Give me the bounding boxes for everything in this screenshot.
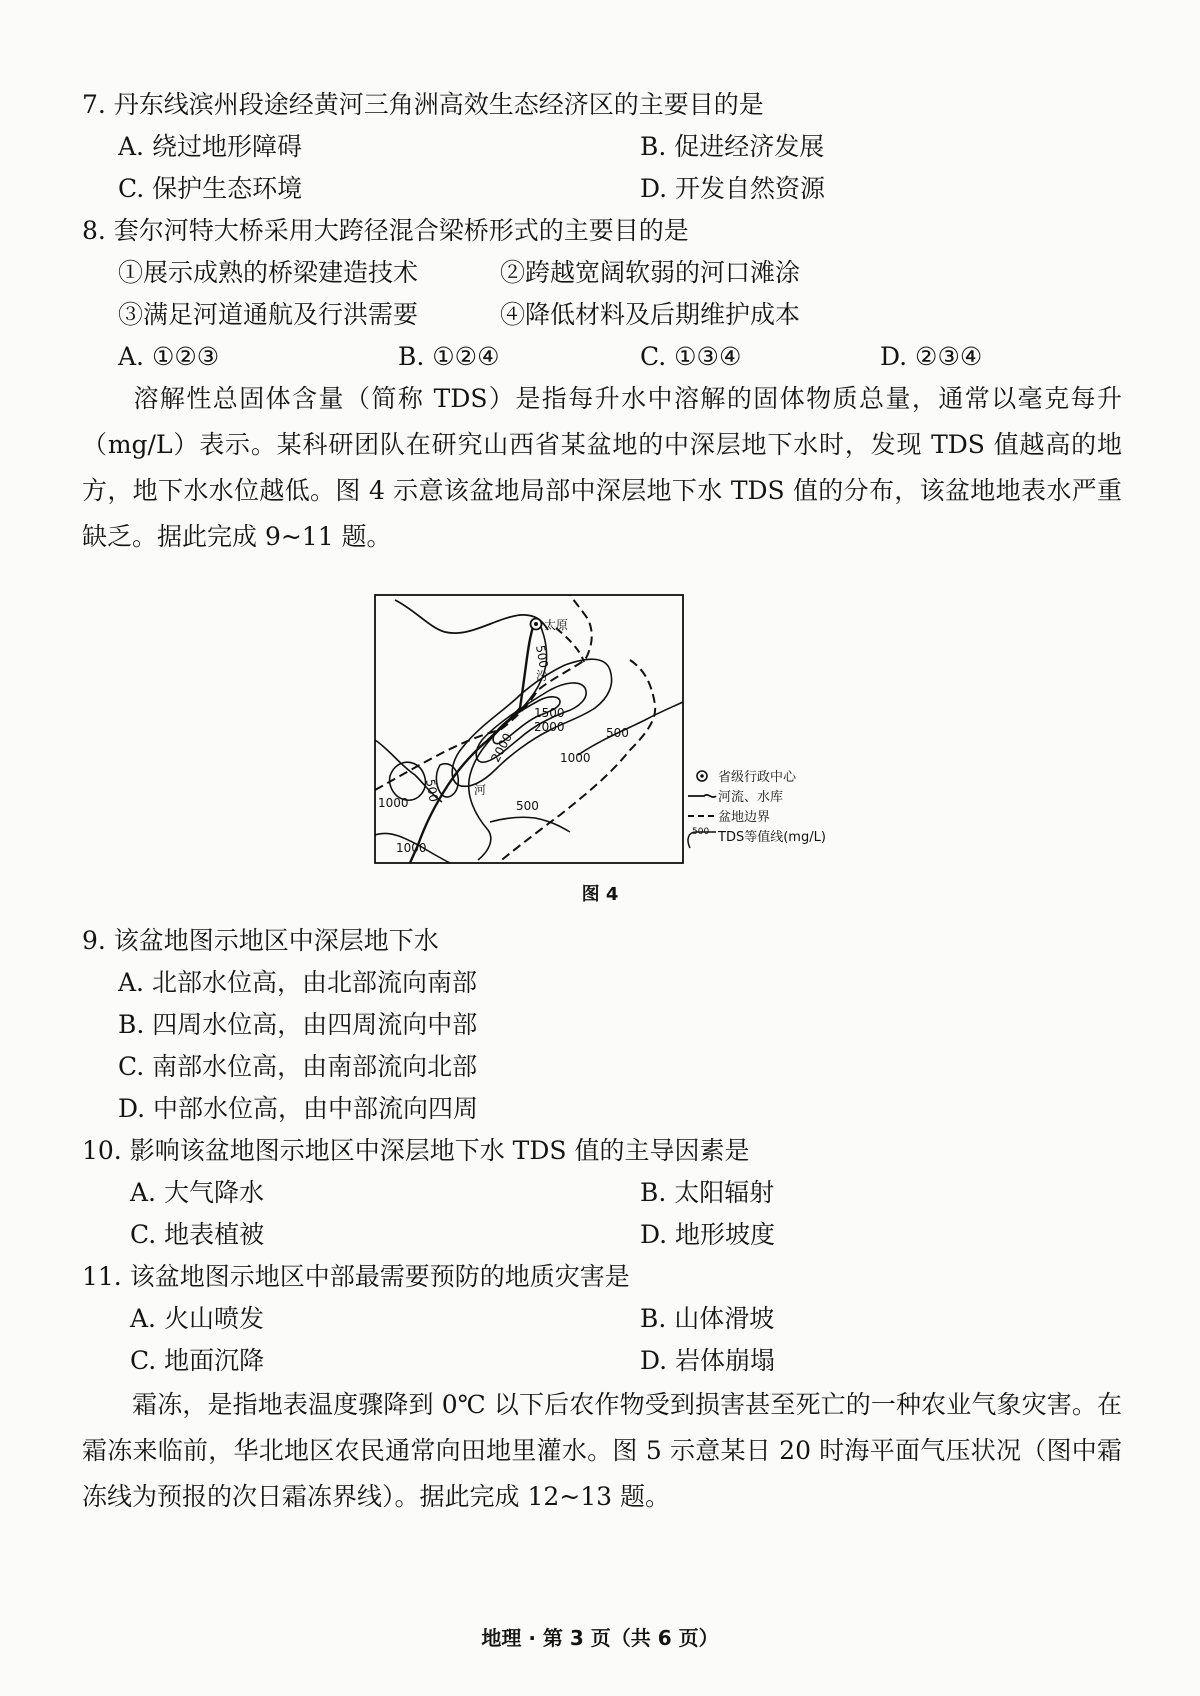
legend-contour-sample: 500 <box>692 827 710 837</box>
q8-option-b: B. ①②④ <box>398 342 500 371</box>
label-tds-500-left: 500 <box>423 778 441 804</box>
q10-option-b: B. 太阳辐射 <box>640 1178 775 1207</box>
legend-basin-boundary: 盆地边界 <box>718 810 771 825</box>
provincial-center-dot <box>534 622 538 626</box>
q11-option-d: D. 岩体崩塌 <box>640 1346 776 1375</box>
label-tds-1500: 1500 <box>534 706 565 720</box>
label-tds-1000-mid: 1000 <box>560 751 591 765</box>
passage-frost <box>82 1382 1122 1520</box>
label-tds-500-top: 500 <box>533 644 551 670</box>
legend-center-dot <box>700 774 704 778</box>
q8-item-4: ④降低材料及后期维护成本 <box>500 300 801 329</box>
legend-provincial-center: 省级行政中心 <box>718 770 797 785</box>
q9-option-a: A. 北部水位高，由北部流向南部 <box>118 968 477 997</box>
label-tds-1000-left: 1000 <box>378 796 409 810</box>
q11-option-c: C. 地面沉降 <box>130 1346 265 1375</box>
legend-river-reservoir: 河流、水库 <box>718 790 784 805</box>
label-tds-2000-a: 2000 <box>534 720 565 734</box>
label-taiyuan: 太原 <box>544 618 569 632</box>
q10-option-a: A. 大气降水 <box>130 1178 264 1207</box>
q8-option-a: A. ①②③ <box>118 342 220 371</box>
q7-option-b: B. 促进经济发展 <box>640 132 825 161</box>
q10-stem: 10. 影响该盆地图示地区中深层地下水 TDS 值的主导因素是 <box>82 1136 750 1165</box>
q8-item-3: ③满足河道通航及行洪需要 <box>118 300 419 329</box>
q7-stem: 7. 丹东线滨州段途经黄河三角洲高效生态经济区的主要目的是 <box>82 90 764 119</box>
q9-option-c: C. 南部水位高，由南部流向北部 <box>118 1052 478 1081</box>
q8-item-1: ①展示成熟的桥梁建造技术 <box>118 258 419 287</box>
label-tds-500-right: 500 <box>606 726 629 740</box>
label-he: 河 <box>474 783 487 797</box>
q8-stem: 8. 套尔河特大桥采用大跨径混合梁桥形式的主要目的是 <box>82 216 689 245</box>
label-tds-2000-b: 2000 <box>488 730 515 765</box>
q9-option-b: B. 四周水位高，由四周流向中部 <box>118 1010 478 1039</box>
q9-option-d: D. 中部水位高，由中部流向四周 <box>118 1094 479 1123</box>
q10-option-c: C. 地表植被 <box>130 1220 265 1249</box>
label-tds-1000-bottom: 1000 <box>396 841 427 855</box>
page-footer: 地理 · 第 3 页（共 6 页） <box>481 1626 719 1650</box>
passage-tds <box>82 376 1122 560</box>
q8-option-c: C. ①③④ <box>640 342 742 371</box>
passage-frost-text: 霜冻，是指地表温度骤降到 0℃ 以下后农作物受到损害甚至死亡的一种农业气象灾害。在霜冻来临前，华北地区农民通常向田地里灌水。图 5 示意某日 20 时海平面气压状况（图中霜冻线为预报的次日霜冻界线）。据此完成 12~13 题。 <box>82 1390 1122 1511</box>
q9-stem: 9. 该盆地图示地区中深层地下水 <box>82 926 439 955</box>
q8-option-d: D. ②③④ <box>880 342 983 371</box>
label-fen: 汾 <box>536 669 549 683</box>
figure-4-caption: 图 4 <box>581 884 619 905</box>
q10-option-d: D. 地形坡度 <box>640 1220 776 1249</box>
q11-option-b: B. 山体滑坡 <box>640 1304 775 1333</box>
q7-option-c: C. 保护生态环境 <box>118 174 303 203</box>
q7-option-d: D. 开发自然资源 <box>640 174 826 203</box>
label-tds-500-bottom: 500 <box>516 799 539 813</box>
q7-option-a: A. 绕过地形障碍 <box>118 132 302 161</box>
legend-river-icon <box>688 795 716 797</box>
q11-option-a: A. 火山喷发 <box>130 1304 264 1333</box>
map-frame <box>375 595 683 863</box>
passage-tds-text: 溶解性总固体含量（简称 TDS）是指每升水中溶解的固体物质总量，通常以毫克每升（mg/L）表示。某科研团队在研究山西省某盆地的中深层地下水时，发现 TDS 值越高的地方，地下水水位越低。图 4 示意该盆地局部中深层地下水 TDS 值的分布，该盆地地表水严重缺乏。据此完成 9~11 题。 <box>82 384 1122 551</box>
figure-4-map <box>370 590 890 870</box>
legend-tds-contour: TDS等值线(mg/L) <box>718 830 826 845</box>
q8-item-2: ②跨越宽阔软弱的河口滩涂 <box>500 258 801 287</box>
q11-stem: 11. 该盆地图示地区中部最需要预防的地质灾害是 <box>82 1262 630 1291</box>
